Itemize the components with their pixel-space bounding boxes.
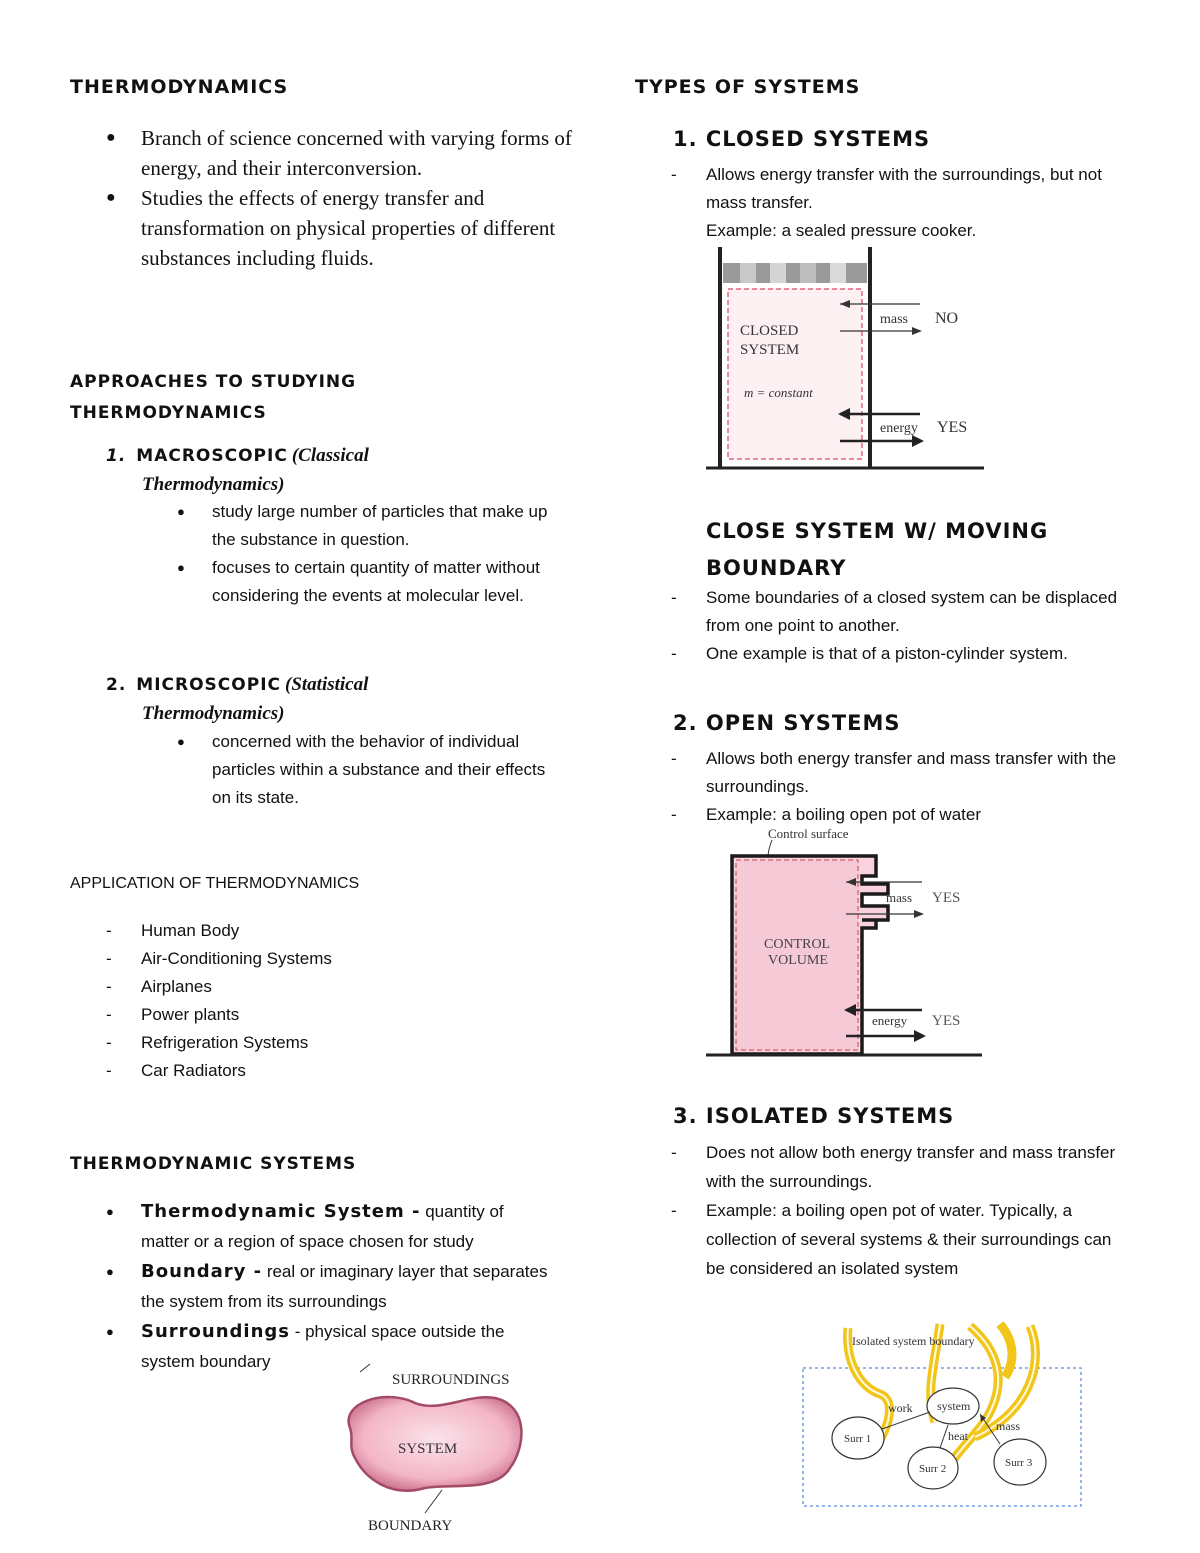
control-label-2: VOLUME	[768, 953, 828, 968]
list-item: - Some boundaries of a closed system can be displaced from one point to another.	[671, 588, 1118, 635]
list-item: - Car Radiators	[106, 1061, 246, 1080]
systems-list	[106, 1197, 556, 1377]
list-item: - Human Body	[106, 921, 240, 940]
list-item: - Air-Conditioning Systems	[106, 949, 332, 968]
approaches-heading: APPROACHES TO STUDYING THERMODYNAMICS	[70, 372, 357, 423]
closed-boundary	[728, 289, 862, 459]
list-item: - Example: a boiling open pot of water	[671, 805, 982, 824]
isolated-system-figure	[800, 1322, 1086, 1512]
list-item: - Power plants	[106, 1005, 240, 1024]
mass-label: mass	[880, 312, 908, 327]
closed-systems-heading: 1. CLOSED SYSTEMS	[673, 127, 931, 151]
macroscopic-heading: 1. MACROSCOPIC (Classical Thermodynamics)	[106, 445, 369, 495]
closed-label-2: SYSTEM	[740, 342, 800, 358]
list-item: Example: a sealed pressure cooker.	[706, 221, 977, 240]
list-item: ● concerned with the behavior of individual particles within a substance and their effects on its state.	[177, 732, 546, 807]
macroscopic-bullets	[177, 498, 552, 610]
types-heading: TYPES OF SYSTEMS	[635, 76, 861, 98]
energy-label: energy	[880, 421, 918, 436]
list-item: ● focuses to certain quantity of matter without considering the events at molecular level.	[177, 558, 540, 605]
open-systems-heading: 2. OPEN SYSTEMS	[673, 711, 901, 735]
svg-text:Surr 1: Surr 1	[844, 1433, 872, 1445]
isolated-systems-heading: 3. ISOLATED SYSTEMS	[673, 1104, 955, 1128]
boundary-pointer	[425, 1490, 442, 1513]
moving-boundary-heading: CLOSE SYSTEM W/ MOVING BOUNDARY	[706, 519, 1049, 580]
constant-label: m = constant	[744, 385, 813, 400]
system-label: SYSTEM	[398, 1441, 458, 1457]
boundary-label: BOUNDARY	[368, 1518, 453, 1534]
energy-label: energy	[872, 1013, 908, 1028]
list-item: ● Thermodynamic System - quantity of matter or a region of space chosen for study	[106, 1201, 504, 1251]
closed-label-1: CLOSED	[740, 323, 799, 339]
isolated-systems-list	[671, 1138, 1126, 1283]
thermodynamics-heading: THERMODYNAMICS	[70, 76, 289, 98]
mass-label: mass	[886, 890, 912, 905]
list-item: ● Studies the effects of energy transfer and transformation on physical properties of different substances including fluids.	[106, 186, 556, 270]
list-item: - One example is that of a piston-cylinder system.	[671, 644, 1068, 663]
microscopic-heading: 2. MICROSCOPIC (Statistical Thermodynamics)	[106, 674, 369, 724]
yes-label-energy: YES	[932, 1013, 961, 1029]
microscopic-bullets	[177, 728, 557, 812]
open-system-figure	[700, 826, 990, 1058]
surroundings-pointer	[360, 1364, 370, 1372]
yes-label-mass: YES	[932, 890, 961, 906]
closed-system-figure	[700, 243, 990, 473]
yes-label: YES	[937, 419, 968, 436]
control-surface-label: Control surface	[768, 826, 849, 841]
list-item: - Allows energy transfer with the surroundings, but not mass transfer.	[671, 165, 1102, 212]
application-heading: APPLICATION OF THERMODYNAMICS	[70, 875, 360, 892]
list-item: ● Surroundings - physical space outside the system boundary	[106, 1321, 505, 1371]
list-item: - Refrigeration Systems	[106, 1033, 309, 1052]
list-item: - Example: a boiling open pot of water. Typically, a collection of several systems & their surroundings can be considered an isolated system	[671, 1201, 1112, 1278]
isolated-boundary-label: Isolated system boundary	[852, 1334, 975, 1348]
thermodynamics-bullets	[106, 123, 581, 273]
list-item: ● Branch of science concerned with varying forms of energy, and their interconversion.	[106, 126, 572, 180]
systems-heading: THERMODYNAMIC SYSTEMS	[70, 1154, 357, 1174]
list-item: - Airplanes	[106, 977, 212, 996]
list-item: - Allows both energy transfer and mass transfer with the surroundings.	[671, 749, 1117, 796]
svg-text:mass: mass	[996, 1419, 1020, 1433]
svg-text:heat: heat	[948, 1429, 968, 1443]
svg-text:system: system	[937, 1399, 971, 1413]
svg-text:Surr 3: Surr 3	[1005, 1457, 1033, 1469]
open-systems-list	[671, 745, 1126, 829]
surroundings-label: SURROUNDINGS	[392, 1372, 510, 1388]
list-item: ● study large number of particles that make up the substance in question.	[177, 502, 548, 549]
control-label-1: CONTROL	[764, 937, 831, 952]
list-item: - Does not allow both energy transfer and mass transfer with the surroundings.	[671, 1143, 1116, 1191]
moving-boundary-list	[671, 584, 1146, 668]
list-item: ● Boundary - real or imaginary layer that separates the system from its surroundings	[106, 1261, 548, 1311]
no-label: NO	[935, 310, 959, 327]
system-boundary-figure	[330, 1358, 545, 1538]
svg-text:Surr 2: Surr 2	[919, 1463, 947, 1475]
svg-text:work: work	[888, 1401, 913, 1415]
application-list	[106, 917, 541, 1085]
closed-systems-list	[671, 161, 1126, 245]
